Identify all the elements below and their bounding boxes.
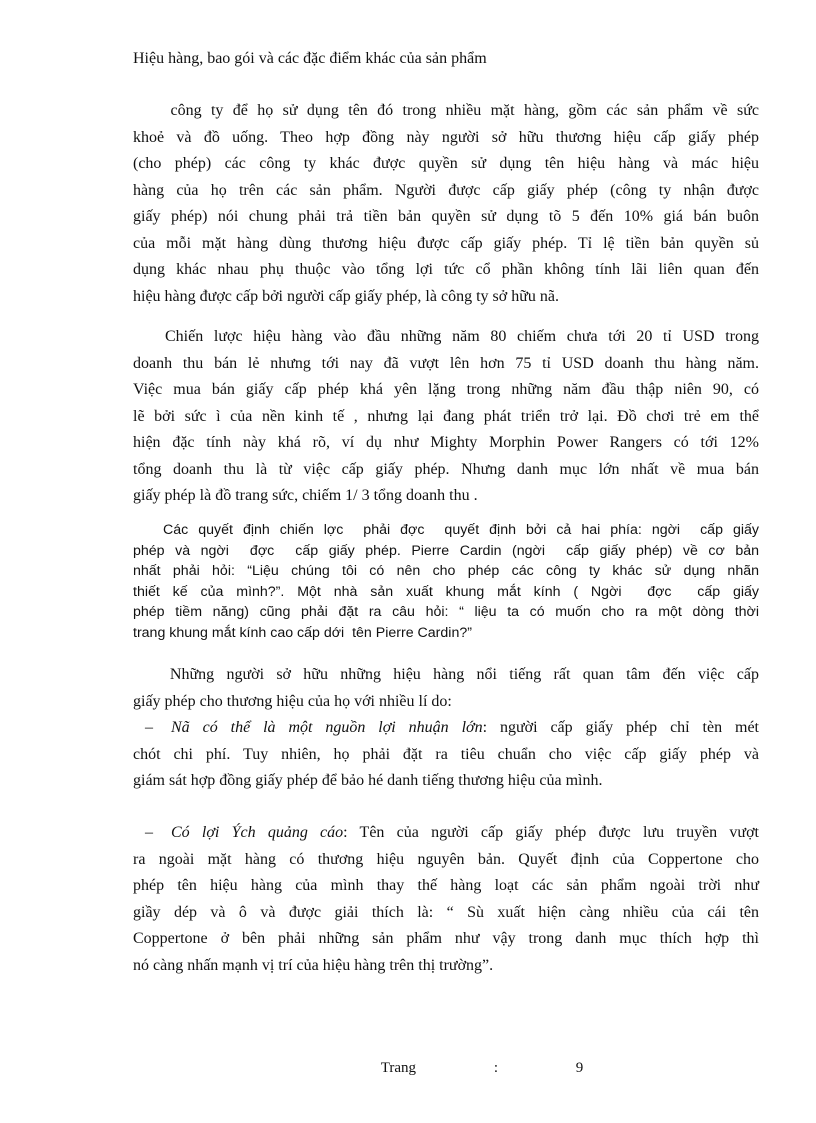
- text-line: hiện đặc tính này khá rõ, ví dụ như Mighty Morphin Power Rangers có tới 12%: [133, 434, 759, 451]
- text-line: Những người sở hữu những hiệu hàng nổi tiếng rất quan tâm đến việc cấp: [133, 666, 759, 683]
- text-line: hàng của họ trên các sản phẩm. Người được cấp giấy phép (công ty nhận được: [133, 181, 759, 199]
- text-line: khoẻ và đồ uống. Theo hợp đồng này người sở hữu thương hiệu cấp giấy phép: [133, 128, 759, 146]
- text-line: giám sát hợp đồng giấy phép để bảo hé danh tiếng thương hiệu của mình.: [133, 772, 603, 789]
- page-number-label: Trang : 9: [380, 1060, 584, 1076]
- text-line: phép và ngời đợc cấp giấy phép. Pierre Cardin (ngời cấp giấy phép) về cơ bản: [133, 542, 759, 559]
- text-line: Các quyết định chiến lợc phải đợc quyết định bởi cả hai phía: ngời cấp giấy: [133, 522, 759, 538]
- text-line: phép tên hiệu hàng của mình thay thế hàng loạt các sản phẩm ngoài trời như: [133, 877, 759, 894]
- dash-bullet-icon: –: [145, 824, 153, 841]
- text-line: chót chi phí. Tuy nhiên, họ phải đặt ra tiêu chuẩn cho việc cấp giấy phép và: [133, 745, 759, 763]
- text-line: hiệu hàng được cấp bởi người cấp giấy phép, là công ty sở hữu nã.: [133, 287, 559, 305]
- text-line: giấy phép là đồ trang sức, chiếm 1/ 3 tổng doanh thu .: [133, 487, 478, 504]
- bullet-profit-title: Nã có thể là một nguồn lợi nhuận lớn: [171, 719, 483, 736]
- text-line: của mỗi mặt hàng dùng thương hiệu được cấp giấy phép. Tỉ lệ tiền bản quyền sủ: [133, 234, 759, 252]
- bullet-profit: [133, 715, 759, 795]
- dash-bullet-icon: –: [145, 719, 153, 736]
- text-line: nó càng nhấn mạnh vị trí của hiệu hàng trên thị trường”.: [133, 956, 494, 974]
- text-line: Việc mua bán giấy cấp phép khá yên lặng trong những năm đầu thập niên 90, có: [133, 381, 759, 398]
- text-line: lẽ bởi sức ì của nền kinh tế , nhưng lại đang phát triển trở lại. Đồ chơi trẻ em thể: [133, 407, 759, 425]
- text-line: thiết kế của mình?”. Một nhà sản xuất khung mắt kính ( Ngời đợc cấp giấy: [133, 583, 759, 600]
- text-line: doanh thu bán lẻ nhưng tới nay đã vượt lên hơn 75 tỉ USD doanh thu hàng năm.: [133, 354, 759, 372]
- text-line: giấy phép) nói chung phải trả tiền bản quyền sử dụng tõ 5 đến 10% giá bán buôn: [133, 208, 759, 225]
- bullet-profit-first-line: [133, 715, 759, 742]
- page-header: Hiệu hàng, bao gói và các đặc điểm khác của sản phẩm: [133, 50, 487, 67]
- text-line: giấy phép cho thương hiệu của họ với nhiều lí do:: [133, 692, 452, 710]
- text-line: Coppertone ở bên phải những sản phẩm như vậy trong danh mục thích hợp thì: [133, 930, 759, 947]
- bullet-advertising-title: Có lợi Ých quảng cáo: [171, 824, 344, 841]
- text-line: giầy dép và ô và được giải thích là: “ Sù xuất hiện càng nhiều của cái tên: [133, 903, 759, 921]
- text-line: phép tiềm năng) cũng phải đặt ra câu hỏi: “ liệu ta có muốn cho ra một dòng thời: [133, 604, 759, 620]
- paragraph-brand-strategy: [133, 324, 759, 510]
- text-line: dụng khác nhau phụ thuộc vào tổng lợi tức cổ phần không tính lãi liên quan đến: [133, 261, 759, 278]
- text-line: trang khung mắt kính cao cấp dới tên Pierre Cardin?”: [133, 624, 472, 641]
- page-footer: [0, 1060, 816, 1077]
- text-line: nhất phải hỏi: “Liệu chúng tôi có nên cho phép các công ty khác sử dụng nhãn: [133, 563, 759, 579]
- bullet-advertising: [133, 820, 759, 979]
- text-line: ra ngoài mặt hàng có thương hiệu nguyên bản. Quyết định của Coppertone cho: [133, 850, 759, 868]
- text-line: công ty để họ sử dụng tên đó trong nhiều mặt hàng, gồm các sản phẩm về sức: [133, 102, 759, 119]
- bullet-advertising-text: : Tên của người cấp giấy phép được lưu truyền vượt: [343, 824, 760, 841]
- text-line: tổng doanh thu là từ việc cấp giấy phép. Nhưng danh mục lớn nhất về mua bán: [133, 460, 759, 478]
- bullet-profit-text: : người cấp giấy phép chỉ tèn mét: [482, 719, 759, 736]
- bullet-advertising-first-line: [133, 820, 759, 847]
- text-line: (cho phép) các công ty khác được quyền sử dụng tên hiệu hàng và mác hiệu: [133, 155, 759, 172]
- paragraph-licensing-intro: [133, 98, 759, 310]
- paragraph-brand-owners: [133, 662, 759, 715]
- paragraph-strategic-decisions: [133, 520, 759, 643]
- text-line: Chiến lược hiệu hàng vào đầu những năm 80 chiếm chưa tới 20 tỉ USD trong: [133, 328, 759, 345]
